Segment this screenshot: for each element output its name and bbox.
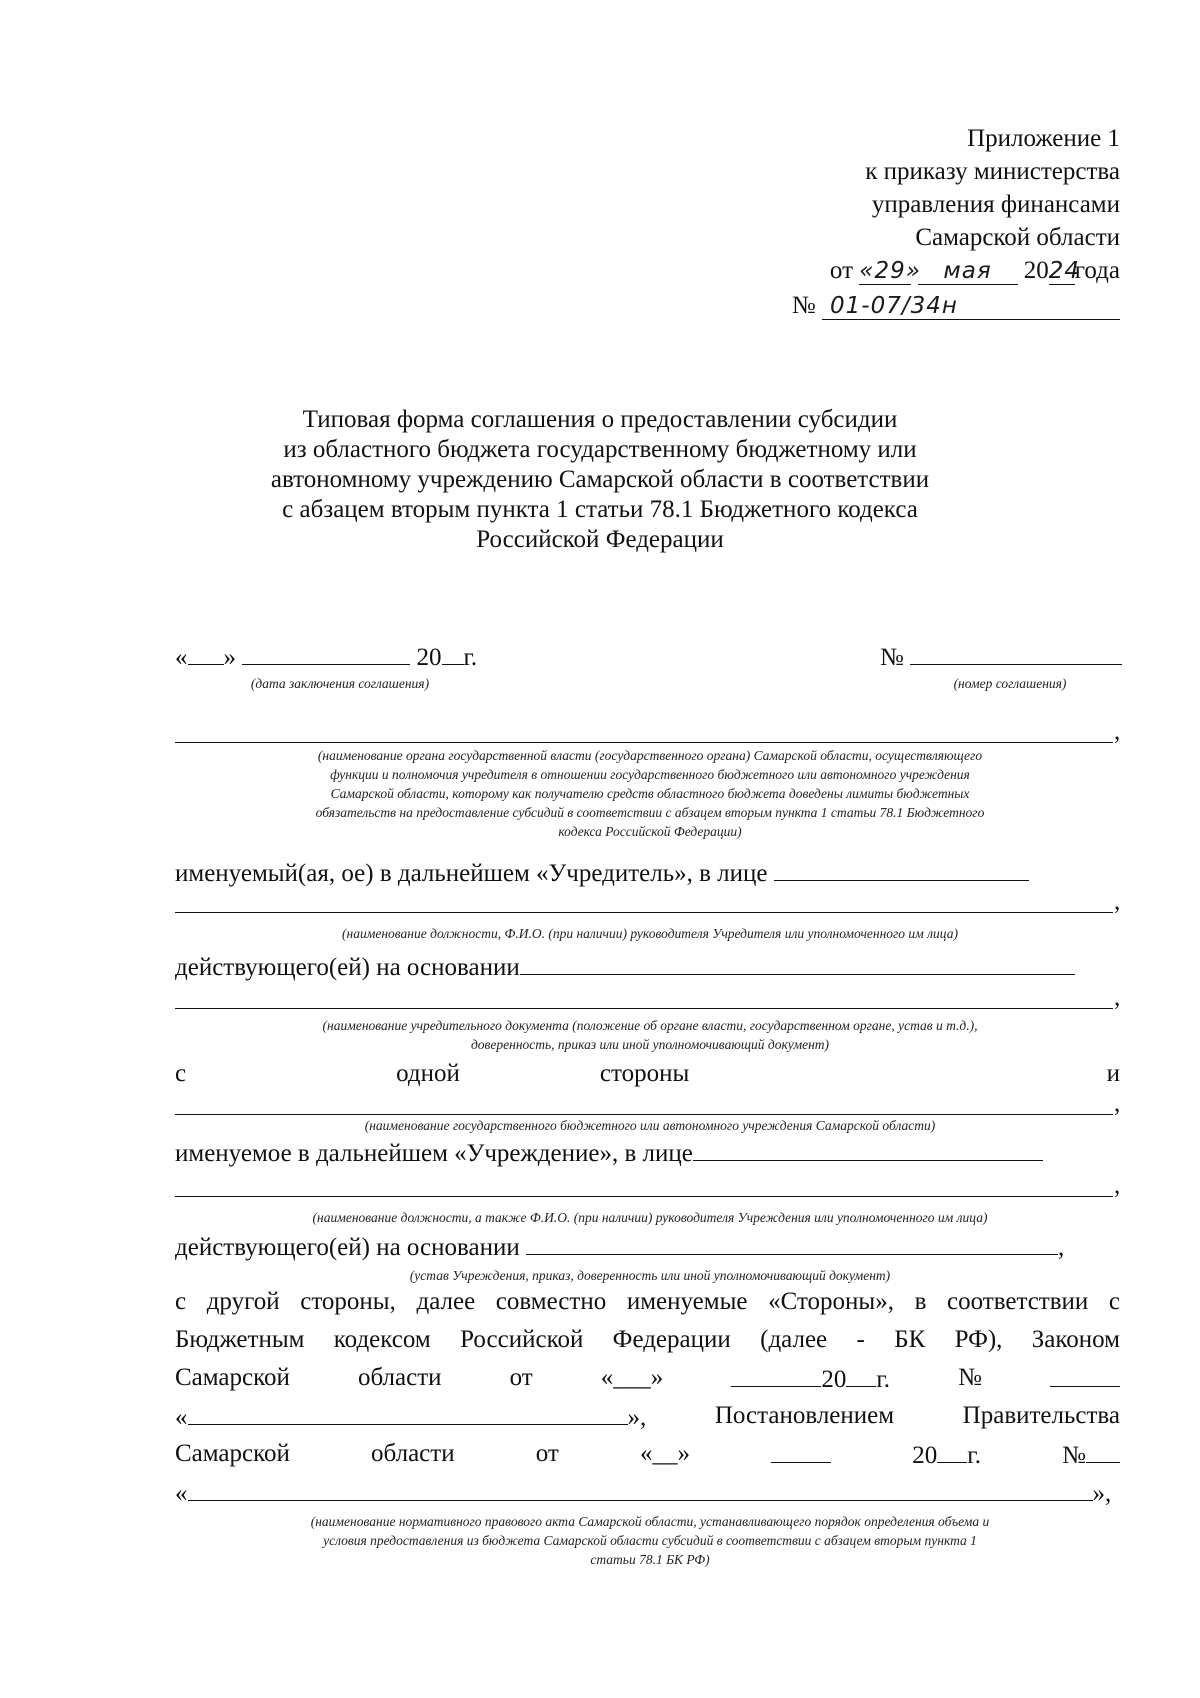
government-word: Правительства — [962, 1402, 1120, 1429]
founder-named-row — [175, 858, 1125, 888]
institution-person-line[interactable] — [175, 1196, 1113, 1197]
parties-line-3 — [175, 1364, 1120, 1394]
resolution-number-blank[interactable] — [1086, 1440, 1120, 1463]
appendix-number-value: 01-07/34н — [822, 293, 1120, 320]
resolution-word: Самарской — [175, 1440, 290, 1467]
normative-act-caption — [175, 1512, 1125, 1569]
title-line-3: автономному учреждению Самарской области в соответствии — [270, 466, 930, 493]
comma: , — [1114, 1172, 1121, 1199]
founder-doc-caption-line: доверенность, приказ или иной уполномочивающий документ) — [470, 1037, 830, 1052]
founder-person-caption: (наименование должности, Ф.И.О. (при наличии) руководителя Учредителя или уполномоченного им лица) — [342, 926, 958, 941]
founder-doc-line[interactable] — [175, 1008, 1113, 1009]
founder-person-blank[interactable] — [774, 858, 1029, 881]
founder-caption-line: (наименование органа государственной власти (государственного органа) Самарской области, осуществляющего — [317, 748, 983, 763]
title-line-1: Типовая форма соглашения о предоставлении субсидии — [302, 406, 898, 433]
agreement-date-caption: (дата заключения соглашения) — [250, 676, 430, 691]
appendix-date-prefix: от — [829, 257, 854, 284]
one-side-word: стороны — [599, 1060, 690, 1087]
founder-basis-text: действующего(ей) на основании — [175, 954, 520, 981]
normative-act-caption-line: статьи 78.1 БК РФ) — [590, 1552, 710, 1567]
law-number-blank[interactable] — [1050, 1364, 1120, 1387]
founder-caption-line: кодекса Российской Федерации) — [558, 824, 742, 839]
agreement-date-close: » — [223, 644, 236, 671]
form-title — [170, 405, 1030, 555]
law-year: 20 — [821, 1366, 847, 1393]
comma: , — [1114, 718, 1121, 745]
founder-caption-line: функции и полномочия учредителя в отношении государственного бюджетного или автономного учреждения — [330, 767, 970, 782]
appendix-block — [792, 122, 1120, 322]
comma: , — [1114, 888, 1121, 915]
founder-basis-row — [175, 952, 1125, 982]
institution-person-caption: (наименование должности, а также Ф.И.О. (при наличии) руководителя Учреждения или уполномоченного им лица) — [312, 1210, 988, 1225]
founder-caption-line: обязательств на предоставление субсидий в соответствии с абзацем вторым пункта 1 статьи 78.1 Бюджетного — [315, 805, 985, 820]
appendix-date-suffix: года — [1074, 257, 1120, 284]
one-side-word: и — [1106, 1060, 1120, 1087]
law-word: Самарской — [175, 1364, 290, 1391]
resolution-word: области — [371, 1440, 455, 1467]
title-line-4: с абзацем вторым пункта 1 статьи 78.1 Бюджетного кодекса — [282, 496, 918, 523]
founder-doc-caption-line: (наименование учредительного документа (положение об органе власти, государственном органе, устав и т.д.), — [322, 1018, 978, 1033]
institution-named-row — [175, 1138, 1125, 1168]
comma: , — [1114, 984, 1121, 1011]
resolution-year: 20 — [912, 1442, 938, 1469]
law-word: области — [357, 1364, 442, 1391]
one-side-word: одной — [396, 1060, 460, 1087]
law-year-suffix: г. — [876, 1366, 890, 1393]
institution-basis-text: действующего(ей) на основании — [175, 1234, 520, 1261]
law-word: от — [509, 1364, 533, 1391]
appendix-line-3: управления финансами — [871, 191, 1120, 218]
parties-line-5 — [175, 1440, 1120, 1470]
agreement-date-open: « — [175, 644, 188, 671]
resolution-name-close: », — [1092, 1480, 1112, 1507]
title-line-5: Российской Федерации — [476, 526, 724, 553]
resolution-word: от — [535, 1440, 559, 1467]
title-line-2: из областного бюджета государственному бюджетному или — [283, 436, 917, 463]
appendix-year-prefix: 20 — [1023, 257, 1049, 284]
resolution-year-suffix: г. — [967, 1442, 981, 1469]
appendix-year-suffix: 24 — [1048, 258, 1081, 284]
parties-line-1: с другой стороны, далее совместно именуемые «Стороны», в соответствии с — [175, 1288, 1120, 1315]
law-name-close: », — [627, 1404, 647, 1431]
agreement-year-suffix: г. — [463, 644, 478, 671]
agreement-year: 20 — [416, 644, 442, 671]
law-month-blank[interactable] — [731, 1364, 821, 1387]
institution-name-line[interactable] — [175, 1114, 1113, 1115]
normative-act-caption-line: условия предоставления из бюджета Самарской области субсидий в соответствии с абзацем вторым пункта 1 — [323, 1533, 977, 1548]
agreement-number-caption: (номер соглашения) — [953, 676, 1067, 691]
law-name-open: « — [175, 1404, 188, 1431]
parties-line-2: Бюджетным кодексом Российской Федерации (далее - БК РФ), Законом — [175, 1326, 1120, 1353]
agreement-day-blank[interactable] — [188, 642, 224, 665]
agreement-number-row — [880, 642, 1130, 672]
comma: , — [1114, 1090, 1121, 1117]
founder-named-text: именуемый(ая, ое) в дальнейшем «Учредитель», в лице — [175, 860, 768, 887]
law-number-sign: № — [958, 1364, 982, 1391]
appendix-line-4: Самарской области — [915, 224, 1120, 251]
appendix-date-row — [792, 254, 1120, 287]
agreement-number-blank[interactable] — [910, 642, 1122, 665]
law-name-blank[interactable] — [188, 1402, 628, 1425]
one-side-row — [175, 1060, 1120, 1088]
institution-basis-blank[interactable] — [526, 1232, 1058, 1255]
parties-line-6 — [175, 1478, 1120, 1508]
parties-line-4 — [175, 1402, 1120, 1432]
resolution-name-blank[interactable] — [188, 1478, 1093, 1501]
appendix-number-prefix: № — [791, 292, 816, 319]
agreement-month-blank[interactable] — [242, 642, 410, 665]
founder-name-line[interactable] — [175, 742, 1113, 743]
resolution-name-open: « — [175, 1480, 188, 1507]
appendix-date-month: мая — [918, 258, 1018, 285]
resolution-number-sign: № — [1062, 1442, 1086, 1469]
law-year-blank[interactable] — [846, 1364, 876, 1387]
appendix-line-2: к приказу министерства — [865, 158, 1120, 185]
one-side-word: с — [175, 1060, 187, 1087]
agreement-number-sign: № — [880, 644, 904, 671]
appendix-date-day: «29» — [859, 258, 921, 284]
resolution-month-blank[interactable] — [771, 1440, 831, 1463]
institution-basis-row: действующего(ей) на основании , — [175, 1234, 1065, 1261]
appendix-number-row — [792, 289, 1120, 322]
agreement-year-blank[interactable] — [442, 642, 464, 665]
founder-person-line[interactable] — [175, 912, 1113, 913]
institution-basis-caption: (устав Учреждения, приказ, доверенность или иной уполномочивающий документ) — [409, 1268, 891, 1283]
institution-named-text: именуемое в дальнейшем «Учреждение», в лице — [175, 1140, 693, 1167]
founder-caption-line: Самарской области, которому как получателю средств областного бюджета доведены лимиты бюджетных — [330, 786, 970, 801]
resolution-word: Постановлением — [714, 1402, 895, 1429]
institution-caption: (наименование государственного бюджетного или автономного учреждения Самарской области) — [364, 1118, 936, 1133]
founder-doc-caption — [175, 1016, 1125, 1054]
normative-act-caption-line: (наименование нормативного правового акта Самарской области, устанавливающего порядок определения объема и — [310, 1514, 990, 1529]
resolution-day: «__» — [639, 1440, 690, 1467]
resolution-year-blank[interactable] — [937, 1440, 967, 1463]
institution-person-blank[interactable] — [693, 1138, 1043, 1161]
appendix-line-1: Приложение 1 — [967, 125, 1120, 152]
founder-basis-blank[interactable] — [520, 952, 1075, 975]
law-day: «___» — [600, 1364, 664, 1391]
founder-caption — [175, 746, 1125, 841]
